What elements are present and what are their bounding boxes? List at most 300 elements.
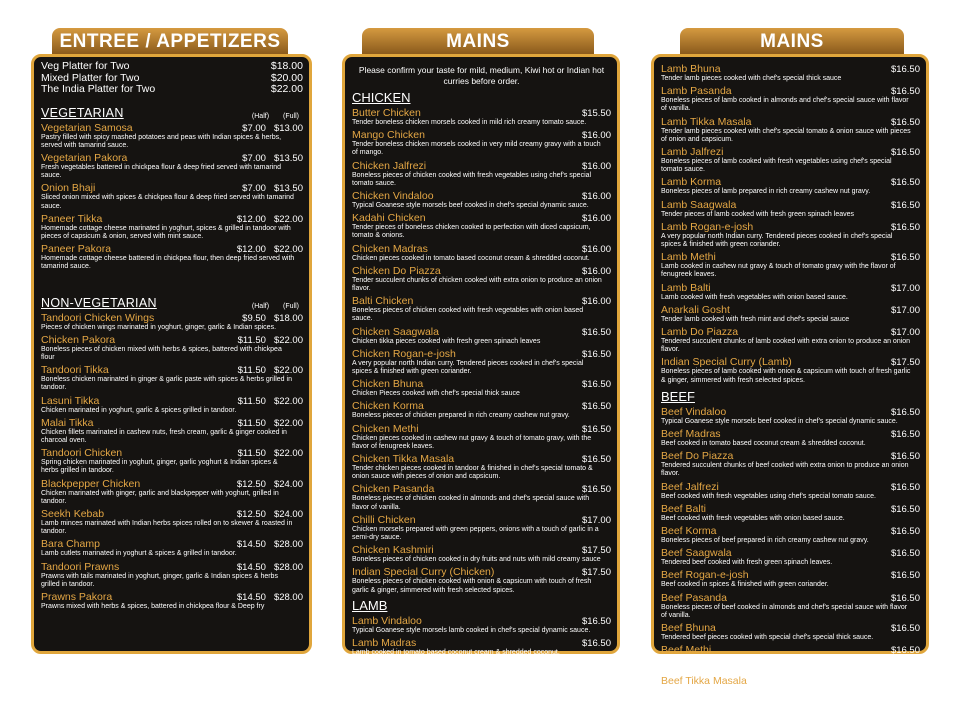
- item-description: Homemade cottage cheese marinated in yoghurt, spices & grilled in tandoor with pieces of capsicum & onion, served with mint sauce.: [41, 224, 291, 240]
- menu-item-header: [352, 107, 611, 119]
- menu-item-header: [352, 637, 611, 649]
- item-description: Beef cooked in cashew nut gravy & touch of tomato gravy with the flavor of fenugreek leaves.: [661, 656, 893, 672]
- menu-item: [661, 199, 920, 219]
- item-description: Boneless pieces of beef prepared in rich creamy cashew nut gravy.: [661, 537, 869, 545]
- menu-item-header: [661, 547, 920, 559]
- item-prices: [237, 509, 303, 520]
- menu-item: [661, 251, 920, 279]
- menu-item-header: [41, 538, 303, 550]
- item-name: Onion Bhaji: [41, 182, 96, 195]
- menu-item: [41, 182, 303, 210]
- half-price: $12.00: [236, 213, 266, 225]
- item-prices: [237, 479, 303, 490]
- platter-item: [41, 61, 303, 73]
- item-description: Prawns mixed with herbs & spices, battered in chickpea flour & Deep fry: [41, 602, 265, 610]
- menu-item-header: [41, 122, 303, 134]
- item-price: $16.50: [890, 177, 920, 189]
- menu-item-header: [661, 450, 920, 462]
- item-description: Pieces of chicken wings marinated in yoghurt, ginger, garlic & Indian spices.: [41, 323, 277, 331]
- item-price: $16.50: [890, 503, 920, 515]
- menu-item: [41, 395, 303, 415]
- section-title-nonveg: NON-VEGETARIAN: [41, 295, 157, 310]
- item-name: Lamb Saagwala: [661, 198, 737, 211]
- item-name: Tandoori Chicken Wings: [41, 311, 155, 324]
- item-description: Tendered succulent chunks of lamb cooked with extra onion to produce an onion flavor.: [661, 338, 911, 354]
- item-name: Anarkali Gosht: [661, 303, 730, 316]
- item-description: Chicken tikka pieces cooked with fresh green spinach leaves: [352, 337, 541, 345]
- menu-item-header: [41, 478, 303, 490]
- item-price: $16.50: [890, 623, 920, 635]
- item-description: Lamb cooked with fresh vegetables with onion based sauce.: [661, 293, 848, 301]
- half-price: $11.50: [237, 395, 266, 407]
- menu-item: [661, 503, 920, 523]
- menu-item: [41, 591, 303, 611]
- full-label: (Full): [283, 302, 299, 310]
- item-price: $17.50: [890, 357, 920, 369]
- item-name: Lasuni Tikka: [41, 394, 100, 407]
- item-name: Mango Chicken: [352, 129, 425, 142]
- menu-item-header: [661, 569, 920, 581]
- menu-item: [661, 675, 920, 703]
- platter-price: $18.00: [270, 60, 303, 72]
- item-name: Chicken Korma: [352, 400, 424, 413]
- menu-item: [41, 152, 303, 180]
- menu-item-header: [661, 221, 920, 233]
- item-description: Tender pieces of lamb cooked with fresh green spinach leaves: [661, 210, 854, 218]
- menu-item-header: [661, 304, 920, 316]
- item-prices: [237, 214, 303, 225]
- item-name: Lamb Tikka Masala: [661, 115, 752, 128]
- item-description: Boneless pieces of chicken cooked in almonds and chef's special sauce with flavor of vanilla.: [352, 495, 590, 511]
- item-name: Lamb Bhuna: [661, 63, 721, 75]
- item-price: $16.50: [890, 592, 920, 604]
- item-description: Beef cooked in chef's special tomato & onion sauce with pieces of onion and capsicum.: [661, 686, 898, 702]
- spice-note: Please confirm your taste for mild, medium, Kiwi hot or Indian hot curries before order.: [358, 65, 605, 86]
- item-name: Beef Saagwala: [661, 547, 732, 560]
- full-price: $24.00: [273, 478, 303, 490]
- menu-item: [661, 282, 920, 302]
- item-description: Tender boneless chicken morsels cooked in very mild creamy gravy with a touch of mango.: [352, 141, 601, 157]
- item-name: Kadahi Chicken: [352, 212, 426, 225]
- menu-item: [352, 326, 611, 346]
- item-prices: [237, 562, 303, 573]
- menu-item-header: [661, 146, 920, 158]
- menu-item: [352, 566, 611, 594]
- item-price: $16.50: [581, 348, 611, 360]
- full-price: $28.00: [273, 539, 303, 551]
- platter-name: Mixed Platter for Two: [41, 71, 140, 84]
- item-description: Beef cooked with fresh vegetables using chef's special tomato sauce.: [661, 492, 876, 500]
- item-name: Chicken Rogan-e-josh: [352, 347, 456, 360]
- menu-item: [41, 561, 303, 589]
- menu-item: [352, 129, 611, 157]
- menu-item: [352, 348, 611, 376]
- item-prices: [237, 539, 303, 550]
- item-price: $16.50: [890, 64, 920, 75]
- menu-item: [661, 146, 920, 174]
- menu-item-header: [41, 591, 303, 603]
- menu-item: [661, 85, 920, 113]
- panel-entree: [31, 54, 312, 654]
- menu-item: [352, 190, 611, 210]
- item-name: Chicken Tikka Masala: [352, 453, 455, 466]
- item-name: Vegetarian Pakora: [41, 151, 128, 164]
- item-name: Lamb Madras: [352, 637, 417, 650]
- section-title-chicken: CHICKEN: [352, 90, 411, 105]
- full-price: $13.50: [273, 152, 303, 164]
- item-description: Boneless pieces of lamb prepared in rich creamy cashew nut gravy.: [661, 188, 871, 196]
- item-description: Typical Goanese style morsels beef cooked in chef's special dynamic sauce.: [352, 202, 589, 210]
- item-description: Sliced onion mixed with spices & chickpea flour & deep fried served with tamarind sauce.: [41, 194, 294, 210]
- item-description: Tender lamb pieces cooked with chef's special tomato & onion sauce with pieces of onion and capsicum.: [661, 127, 911, 143]
- item-price: $15.50: [581, 108, 611, 119]
- half-price: $11.50: [237, 365, 266, 377]
- menu-item: [661, 304, 920, 324]
- item-description: Tendered beef cooked with fresh green spinach leaves.: [661, 559, 833, 567]
- menu-item-header: [661, 116, 920, 128]
- item-name: Vegetarian Samosa: [41, 121, 133, 134]
- item-price: $17.50: [581, 545, 611, 557]
- item-price: $16.00: [581, 191, 611, 203]
- menu-item-header: [41, 334, 303, 346]
- item-price: $16.50: [890, 429, 920, 441]
- full-price: $13.00: [273, 122, 303, 134]
- menu-item-header: [352, 615, 611, 627]
- menu-item: [661, 450, 920, 478]
- half-price: $14.50: [236, 561, 266, 573]
- item-name: Beef Tikka Masala: [661, 674, 747, 687]
- half-price: $12.50: [236, 478, 266, 490]
- item-price: $16.50: [890, 451, 920, 463]
- item-name: Malai Tikka: [41, 416, 94, 429]
- platter-list: [41, 61, 303, 96]
- menu-item: [661, 63, 920, 83]
- item-description: Lamb minces marinated with Indian herbs spices rolled on to skewer & roasted in tandoor.: [41, 519, 293, 536]
- item-price: $16.50: [581, 423, 611, 435]
- banner-mains-1: MAINS: [362, 28, 594, 54]
- item-prices: [242, 123, 303, 134]
- item-description: Lamb cutlets marinated in yoghurt & spices & grilled in tandoor.: [41, 550, 237, 558]
- item-description: Beef cooked in tomato based coconut cream & shredded coconut.: [661, 440, 866, 448]
- menu-item-header: [41, 243, 303, 255]
- item-price: $16.50: [890, 548, 920, 560]
- menu-item: [352, 107, 611, 127]
- lamb-list: [661, 63, 920, 385]
- item-description: Tender lamb pieces cooked with chef's special thick sauce: [661, 75, 842, 82]
- menu-item: [41, 508, 303, 536]
- menu-item-header: [661, 326, 920, 338]
- menu-item-header: [352, 453, 611, 465]
- menu-item-header: [661, 525, 920, 537]
- menu-item-header: [41, 447, 303, 459]
- platter-name: Veg Platter for Two: [41, 60, 130, 72]
- item-price: $16.50: [890, 406, 920, 418]
- menu-item-header: [661, 85, 920, 97]
- item-name: Beef Jalfrezi: [661, 480, 719, 493]
- item-description: Boneless pieces of chicken mixed with herbs & spices, battered with chickpea flour: [41, 345, 282, 361]
- item-description: Boneless pieces of chicken cooked with fresh vegetables using chef's special tomato sauce.: [352, 171, 592, 187]
- item-description: Boneless pieces of beef cooked in almonds and chef's special sauce with flavor of vanilla.: [661, 603, 908, 619]
- platter-price: $22.00: [270, 83, 303, 95]
- full-price: $24.00: [273, 508, 303, 520]
- item-price: $16.50: [890, 645, 920, 657]
- item-name: Tandoori Prawns: [41, 560, 120, 573]
- item-price: $16.50: [581, 379, 611, 391]
- full-price: $13.50: [273, 183, 303, 195]
- menu-item-header: [41, 417, 303, 429]
- half-price: $11.50: [237, 334, 266, 346]
- item-price: $16.50: [890, 526, 920, 538]
- item-prices: [242, 313, 303, 324]
- full-price: $28.00: [273, 561, 303, 573]
- full-price: $22.00: [273, 365, 303, 377]
- item-name: Chicken Jalfrezi: [352, 159, 427, 172]
- menu-item-header: [41, 152, 303, 164]
- menu-item: [661, 406, 920, 426]
- vegetarian-header: [41, 106, 303, 120]
- item-prices: [238, 396, 303, 407]
- item-name: Bara Champ: [41, 538, 100, 551]
- section-title-vegetarian: VEGETARIAN: [41, 105, 124, 120]
- menu-item-header: [661, 622, 920, 634]
- item-name: Lamb Jalfrezi: [661, 146, 724, 159]
- menu-item: [352, 265, 611, 293]
- item-description: Pastry filled with spicy mashed potatoes and peas with Indian spices & herbs, served with tamarind sauce.: [41, 133, 282, 149]
- platter-item: [41, 84, 303, 96]
- half-price: $11.50: [237, 448, 266, 460]
- menu-item-header: [352, 212, 611, 224]
- item-name: Beef Rogan-e-josh: [661, 569, 749, 582]
- menu-item-header: [352, 129, 611, 141]
- half-price: $7.00: [242, 122, 266, 134]
- section-title-lamb: LAMB: [352, 597, 388, 613]
- menu-item: [41, 447, 303, 475]
- platter-price: $20.00: [270, 71, 303, 84]
- menu-item: [41, 364, 303, 392]
- item-price: $16.50: [581, 401, 611, 413]
- item-name: Lamb Balti: [661, 281, 711, 294]
- menu-item: [41, 478, 303, 506]
- menu-item: [352, 514, 611, 542]
- full-price: $22.00: [273, 213, 303, 225]
- item-description: Fresh vegetables battered in chickpea flour & deep fried served with tamarind sauce.: [41, 163, 282, 180]
- full-price: $22.00: [273, 417, 303, 429]
- menu-item-header: [661, 481, 920, 493]
- menu-item: [661, 569, 920, 589]
- full-label: (Full): [283, 112, 299, 120]
- item-name: Butter Chicken: [352, 107, 421, 119]
- section-title-beef: BEEF: [661, 388, 695, 404]
- menu-item-header: [352, 190, 611, 202]
- menu-item-header: [352, 326, 611, 338]
- beef-list: [661, 406, 920, 703]
- item-prices: [238, 448, 303, 459]
- item-description: Tender lamb cooked with fresh mint and chef's special sauce: [661, 315, 850, 323]
- item-name: Indian Special Curry (Chicken): [352, 566, 495, 579]
- item-name: Chicken Bhuna: [352, 378, 424, 391]
- half-price: $12.50: [236, 508, 266, 520]
- full-price: $28.00: [273, 591, 303, 603]
- item-description: Chicken pieces cooked in cashew nut gravy & touch of tomato gravy, with the flavor of fenugreek leaves.: [352, 434, 592, 450]
- item-prices: [242, 153, 303, 164]
- menu-item: [661, 547, 920, 567]
- menu-item-header: [661, 251, 920, 263]
- chicken-list: [352, 107, 611, 595]
- menu-item-header: [41, 312, 303, 324]
- item-name: Chicken Kashmiri: [352, 544, 434, 557]
- item-price: $17.00: [890, 304, 920, 316]
- item-price: $16.50: [890, 252, 920, 264]
- item-price: $17.00: [581, 514, 611, 526]
- item-price: $16.00: [581, 296, 611, 308]
- item-name: Beef Balti: [661, 502, 706, 515]
- menu-item-header: [352, 160, 611, 172]
- item-description: Lamb cooked in cashew nut gravy & touch of tomato gravy with the flavor of fenugreek leaves.: [661, 263, 896, 279]
- item-description: Chicken marinated in yoghurt, garlic & spices grilled in tandoor.: [41, 406, 237, 414]
- menu-item-header: [661, 356, 920, 368]
- menu-item: [41, 213, 303, 241]
- item-prices: [237, 244, 303, 255]
- item-description: Typical Goanese style morsels beef cooked in chef's special dynamic sauce.: [661, 417, 898, 425]
- menu-item: [41, 417, 303, 445]
- menu-item-header: [352, 514, 611, 526]
- menu-item-header: [41, 561, 303, 573]
- panel-mains-chicken: [342, 54, 620, 657]
- item-description: Tender chicken pieces cooked in tandoor & finished in chef's special tomato & onion sauce with pieces of onion and capsicum.: [352, 465, 593, 481]
- item-name: Indian Special Curry (Lamb): [661, 356, 792, 369]
- item-description: Boneless pieces of lamb cooked with onion & capsicum with touch of fresh garlic & ginger, simmered with fresh selected spices.: [661, 368, 911, 384]
- half-price: $9.50: [242, 312, 266, 324]
- half-price: $14.50: [236, 591, 266, 603]
- item-description: Tender succulent chunks of chicken cooked with extra onion to produce an onion flavor.: [352, 276, 602, 293]
- menu-item-header: [661, 428, 920, 440]
- menu-item-header: [661, 644, 920, 656]
- menu-item-header: [352, 378, 611, 390]
- item-description: Tender pieces of boneless chicken cooked to perfection with diced capsicum, tomato & onions.: [352, 224, 591, 240]
- item-description: Boneless pieces of chicken cooked in dry fruits and nuts with mild creamy sauce: [352, 556, 601, 564]
- menu-item: [352, 212, 611, 240]
- item-description: Chicken morsels prepared with green peppers, onions with a touch of garlic in a semi-dry sauce.: [352, 525, 599, 542]
- item-price: $16.50: [890, 221, 920, 233]
- item-description: A very popular north Indian curry. Tendered pieces cooked in chef's special spices & finished with green coriander.: [352, 359, 584, 376]
- full-price: $22.00: [273, 334, 303, 346]
- menu-item: [661, 428, 920, 448]
- item-name: Beef Vindaloo: [661, 405, 727, 418]
- menu-item-header: [352, 483, 611, 495]
- item-description: Boneless pieces of chicken cooked with onion & capsicum with touch of fresh garlic & ginger, simmered with fresh selected spices.: [352, 578, 592, 594]
- item-price: $16.50: [581, 638, 611, 650]
- item-name: Chilli Chicken: [352, 513, 416, 526]
- menu-item: [661, 481, 920, 501]
- menu-item: [41, 334, 303, 362]
- item-price: $16.50: [890, 147, 920, 159]
- item-price: $16.00: [581, 243, 611, 255]
- item-name: Beef Bhuna: [661, 622, 716, 635]
- item-description: Boneless chicken marinated in ginger & garlic paste with spices & herbs grilled in tandoor.: [41, 376, 292, 392]
- vegetarian-list: [41, 122, 303, 272]
- item-price: $16.50: [890, 199, 920, 211]
- item-description: Tender boneless chicken morsels cooked in mild rich creamy tomato sauce.: [352, 119, 587, 126]
- item-description: Homemade cottage cheese battered in chickpea flour, then deep fried served with tamarind sauce.: [41, 255, 295, 271]
- menu-item: [661, 644, 920, 672]
- half-price: $7.00: [242, 152, 266, 164]
- item-prices: [238, 418, 303, 429]
- item-description: Spring chicken marinated in yoghurt, ginger, garlic yoghurt & Indian spices & herbs grilled in tandoor.: [41, 459, 278, 475]
- item-name: Chicken Pasanda: [352, 483, 435, 496]
- item-price: $16.50: [890, 116, 920, 128]
- full-price: $22.00: [273, 448, 303, 460]
- menu-item: [352, 160, 611, 188]
- half-price: $14.50: [236, 539, 266, 551]
- menu-item: [352, 483, 611, 511]
- menu-item: [352, 544, 611, 564]
- item-name: Beef Methi: [661, 644, 712, 657]
- menu-item-header: [661, 282, 920, 294]
- half-price: $11.50: [237, 417, 266, 429]
- nonveg-header: [41, 296, 303, 310]
- item-price: $16.50: [581, 326, 611, 338]
- item-price: $16.50: [890, 86, 920, 98]
- nonveg-list: [41, 312, 303, 612]
- item-price: $16.50: [581, 454, 611, 466]
- item-name: Paneer Pakora: [41, 243, 112, 256]
- item-price: $16.50: [581, 484, 611, 496]
- item-name: Beef Madras: [661, 428, 721, 441]
- item-price: $16.50: [890, 675, 920, 687]
- menu-item: [661, 176, 920, 196]
- item-description: Tendered beef pieces cooked with special chef's special thick sauce.: [661, 634, 874, 642]
- menu-item-header: [41, 508, 303, 520]
- item-description: Chicken fillets marinated in cashew nuts, fresh cream, garlic & ginger cooked in charcoal oven.: [41, 428, 287, 444]
- item-description: A very popular north Indian curry. Tendered pieces cooked in chef's special spices & finished with green coriander.: [661, 232, 893, 249]
- menu-item: [352, 453, 611, 481]
- menu-item: [352, 243, 611, 263]
- item-description: Boneless pieces of chicken prepared in rich creamy cashew nut gravy.: [352, 412, 570, 420]
- half-label: (Half): [251, 302, 270, 310]
- menu-item: [41, 312, 303, 332]
- item-description: Lamb cooked in tomato based coconut cream & shredded coconut.: [352, 649, 560, 657]
- menu-item: [661, 622, 920, 642]
- item-price: $16.00: [581, 130, 611, 142]
- item-name: Tandoori Tikka: [41, 364, 109, 377]
- panel-mains-lamb-beef: [651, 54, 929, 702]
- item-description: Chicken Pieces cooked with chef's special thick sauce: [352, 390, 520, 398]
- item-price: $16.00: [581, 160, 611, 172]
- item-name: Lamb Vindaloo: [352, 614, 422, 627]
- item-prices: [242, 183, 303, 194]
- menu-item-header: [352, 348, 611, 360]
- item-description: Beef cooked with fresh vegetables with onion based sauce.: [661, 514, 845, 522]
- item-name: Chicken Saagwala: [352, 325, 439, 338]
- menu-item: [41, 122, 303, 150]
- menu-item: [352, 295, 611, 323]
- menu-item-header: [352, 566, 611, 578]
- menu-item-header: [41, 364, 303, 376]
- item-prices: [238, 365, 303, 376]
- item-prices: [238, 335, 303, 346]
- menu-item-header: [352, 265, 611, 277]
- item-description: Chicken marinated with ginger, garlic and blackpepper with yoghurt, grilled in tandoor.: [41, 489, 279, 505]
- item-name: Chicken Pakora: [41, 333, 116, 346]
- item-name: Lamb Do Piazza: [661, 326, 739, 339]
- item-price: $16.50: [581, 615, 611, 627]
- item-name: Beef Pasanda: [661, 591, 727, 604]
- item-name: Prawns Pakora: [41, 590, 113, 603]
- half-price: $7.00: [242, 183, 266, 195]
- platter-name: The India Platter for Two: [41, 83, 156, 95]
- item-description: Boneless pieces of chicken cooked with fresh vegetables with onion based sauce.: [352, 307, 584, 323]
- item-name: Paneer Tikka: [41, 212, 103, 225]
